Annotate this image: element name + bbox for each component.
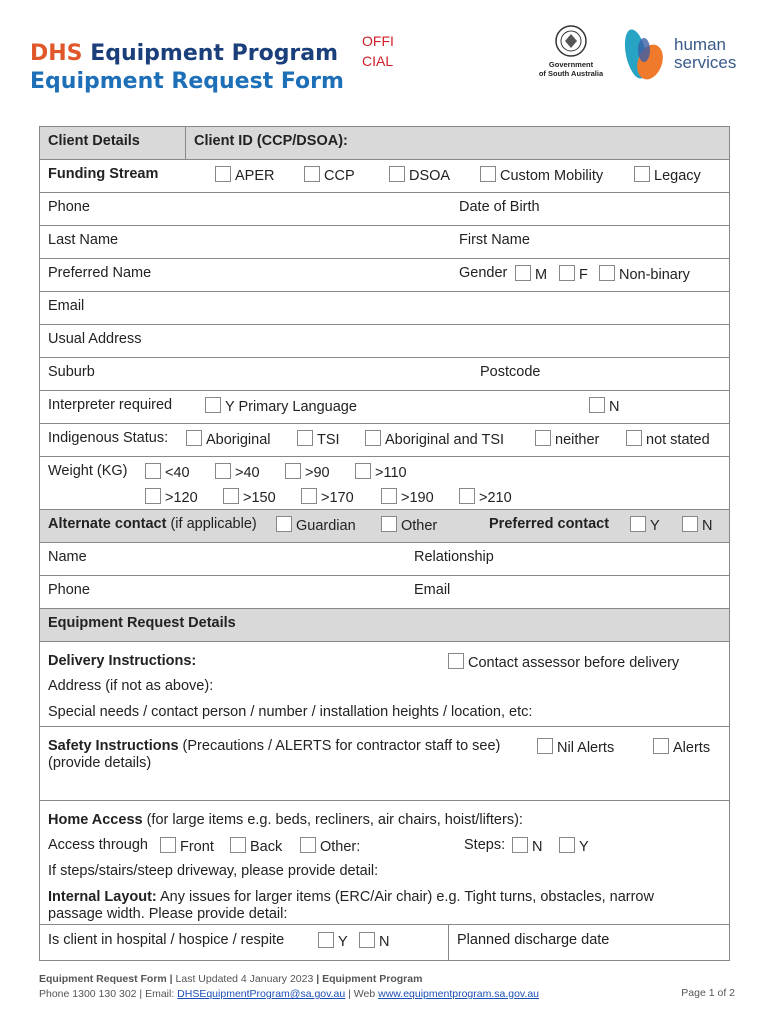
checkbox-icon[interactable] (599, 265, 615, 281)
weight-gt40[interactable]: >40 (215, 463, 260, 481)
hospital-label: Is client in hospital / hospice / respite (48, 932, 285, 948)
checkbox-icon[interactable] (389, 166, 405, 182)
hospital-no[interactable]: N (359, 932, 389, 950)
steps-no[interactable]: N (512, 837, 542, 855)
checkbox-icon[interactable] (459, 488, 475, 504)
checkbox-icon[interactable] (160, 837, 176, 853)
access-back[interactable]: Back (230, 837, 282, 855)
gender-f[interactable]: F (559, 265, 588, 283)
weight-gt150[interactable]: >150 (223, 488, 276, 506)
weight-gt190[interactable]: >190 (381, 488, 434, 506)
divider (448, 925, 449, 960)
checkbox-icon[interactable] (381, 488, 397, 504)
weight-gt110[interactable]: >110 (355, 463, 407, 481)
phone-field[interactable]: Phone (48, 199, 90, 215)
internal-layout-label: Internal Layout: Any issues for larger items (ERC/Air chair) e.g. Tight turns, obstacles, narrow (48, 889, 654, 905)
delivery-address-field[interactable]: Address (if not as above): (48, 678, 214, 694)
interpreter-yes[interactable]: Y Primary Language (205, 397, 357, 415)
checkbox-icon[interactable] (186, 430, 202, 446)
equipment-request-details-label: Equipment Request Details (40, 609, 730, 642)
alternate-contact-label: Alternate contact (if applicable) (48, 516, 257, 532)
hospital-yes[interactable]: Y (318, 932, 348, 950)
checkbox-icon[interactable] (355, 463, 371, 479)
first-name-field[interactable]: First Name (459, 232, 530, 248)
indigenous-status-label: Indigenous Status: (48, 430, 169, 446)
equipment-request-form (39, 126, 730, 961)
nil-alerts-checkbox[interactable]: Nil Alerts (537, 738, 614, 756)
checkbox-icon[interactable] (215, 463, 231, 479)
checkbox-icon[interactable] (215, 166, 231, 182)
checkbox-icon[interactable] (318, 932, 334, 948)
funding-aper[interactable]: APER (215, 166, 275, 184)
footer-web-link[interactable]: www.equipmentprogram.sa.gov.au (378, 988, 539, 1000)
checkbox-icon[interactable] (480, 166, 496, 182)
indigenous-aboriginal[interactable]: Aboriginal (186, 430, 271, 448)
gender-label: Gender (459, 265, 508, 281)
program-title (30, 40, 338, 68)
checkbox-icon[interactable] (630, 516, 646, 532)
page-number: Page 1 of 2 (681, 987, 735, 999)
checkbox-icon[interactable] (515, 265, 531, 281)
preferred-contact-no[interactable]: N (682, 516, 712, 534)
preferred-contact-yes[interactable]: Y (630, 516, 660, 534)
alternate-other[interactable]: Other (381, 516, 437, 534)
gender-non-binary[interactable]: Non-binary (599, 265, 690, 283)
interpreter-label: Interpreter required (48, 397, 173, 413)
funding-stream-label: Funding Stream (48, 166, 159, 182)
steps-label: Steps: (464, 837, 506, 853)
funding-dsoa[interactable]: DSOA (389, 166, 450, 184)
checkbox-icon[interactable] (626, 430, 642, 446)
relationship-field[interactable]: Relationship (414, 549, 494, 565)
special-needs-field[interactable]: Special needs / contact person / number / installation heights / location, etc: (48, 704, 533, 720)
safety-provide-details[interactable]: (provide details) (48, 755, 152, 771)
suburb-field[interactable]: Suburb (48, 364, 95, 380)
weight-gt170[interactable]: >170 (301, 488, 354, 506)
funding-legacy[interactable]: Legacy (634, 166, 701, 184)
footer: Equipment Request Form | Last Updated 4 January 2023 | Equipment Program Phone 1300 130 302 | Email: DHSEquipmentProgram@sa.gov.au | Web www.equipmentprogram.sa.gov.au (39, 973, 539, 1000)
interpreter-no[interactable]: N (589, 397, 619, 415)
checkbox-icon[interactable] (145, 488, 161, 504)
checkbox-icon[interactable] (448, 653, 464, 669)
checkbox-icon[interactable] (285, 463, 301, 479)
checkbox-icon[interactable] (223, 488, 239, 504)
access-front[interactable]: Front (160, 837, 214, 855)
preferred-name-field[interactable]: Preferred Name (48, 265, 152, 281)
checkbox-icon[interactable] (537, 738, 553, 754)
last-name-field[interactable]: Last Name (48, 232, 119, 248)
weight-lt40[interactable]: <40 (145, 463, 190, 481)
form-title: Equipment Request Form (30, 69, 344, 94)
access-other[interactable]: Other: (300, 837, 360, 855)
preferred-contact-label: Preferred contact (489, 516, 610, 532)
steps-yes[interactable]: Y (559, 837, 589, 855)
safety-instructions-label: Safety Instructions (Precautions / ALERTS for contractor staff to see) (48, 738, 501, 754)
checkbox-icon[interactable] (365, 430, 381, 446)
weight-gt90[interactable]: >90 (285, 463, 330, 481)
client-details-label: Client Details (40, 127, 186, 160)
checkbox-icon[interactable] (145, 463, 161, 479)
government-logo: Government of South Australia (533, 24, 609, 78)
client-id-field[interactable]: Client ID (CCP/DSOA): (186, 127, 730, 160)
funding-custom-mobility[interactable]: Custom Mobility (480, 166, 603, 184)
email-field[interactable]: Email (40, 292, 730, 325)
internal-layout-detail-field[interactable]: passage width. Please provide detail: (48, 906, 288, 922)
crest-icon (553, 24, 589, 58)
indigenous-aboriginal-and-tsi[interactable]: Aboriginal and TSI (365, 430, 504, 448)
delivery-instructions-label: Delivery Instructions: (48, 653, 197, 669)
alternate-guardian[interactable]: Guardian (276, 516, 356, 534)
checkbox-icon[interactable] (589, 397, 605, 413)
indigenous-neither[interactable]: neither (535, 430, 599, 448)
checkbox-icon[interactable] (276, 516, 292, 532)
indigenous-not-stated[interactable]: not stated (626, 430, 710, 448)
alerts-checkbox[interactable]: Alerts (653, 738, 710, 756)
checkbox-icon[interactable] (301, 488, 317, 504)
alternate-phone-field[interactable]: Phone (48, 582, 90, 598)
usual-address-field[interactable]: Usual Address (40, 325, 730, 358)
weight-gt120[interactable]: >120 (145, 488, 198, 506)
planned-discharge-date-field[interactable]: Planned discharge date (457, 932, 610, 948)
checkbox-icon[interactable] (634, 166, 650, 182)
checkbox-icon[interactable] (512, 837, 528, 853)
weight-gt210[interactable]: >210 (459, 488, 512, 506)
checkbox-icon[interactable] (304, 166, 320, 182)
access-through-label: Access through (48, 837, 148, 853)
human-services-text: human services (674, 35, 737, 72)
checkbox-icon[interactable] (559, 265, 575, 281)
checkbox-icon[interactable] (359, 932, 375, 948)
steps-detail-field[interactable]: If steps/stairs/steep driveway, please provide detail: (48, 863, 379, 879)
weight-label: Weight (KG) (48, 463, 128, 479)
footer-email-link[interactable]: DHSEquipmentProgram@sa.gov.au (177, 988, 346, 1000)
checkbox-icon[interactable] (300, 837, 316, 853)
checkbox-icon[interactable] (653, 738, 669, 754)
postcode-field[interactable]: Postcode (480, 364, 541, 380)
gender-m[interactable]: M (515, 265, 547, 283)
alternate-name-field[interactable]: Name (48, 549, 87, 565)
checkbox-icon[interactable] (297, 430, 313, 446)
dhs-logo-text: DHS (30, 41, 83, 66)
checkbox-icon[interactable] (230, 837, 246, 853)
date-of-birth-field[interactable]: Date of Birth (459, 199, 540, 215)
contact-assessor-checkbox[interactable]: Contact assessor before delivery (448, 653, 679, 671)
checkbox-icon[interactable] (205, 397, 221, 413)
checkbox-icon[interactable] (381, 516, 397, 532)
alternate-email-field[interactable]: Email (414, 582, 451, 598)
indigenous-tsi[interactable]: TSI (297, 430, 340, 448)
checkbox-icon[interactable] (559, 837, 575, 853)
checkbox-icon[interactable] (535, 430, 551, 446)
program-name: Equipment Program (82, 41, 339, 66)
checkbox-icon[interactable] (682, 516, 698, 532)
home-access-label: Home Access (for large items e.g. beds, recliners, air chairs, hoist/lifters): (48, 812, 523, 828)
official-classification: OFFI CIAL (362, 33, 394, 69)
funding-ccp[interactable]: CCP (304, 166, 355, 184)
